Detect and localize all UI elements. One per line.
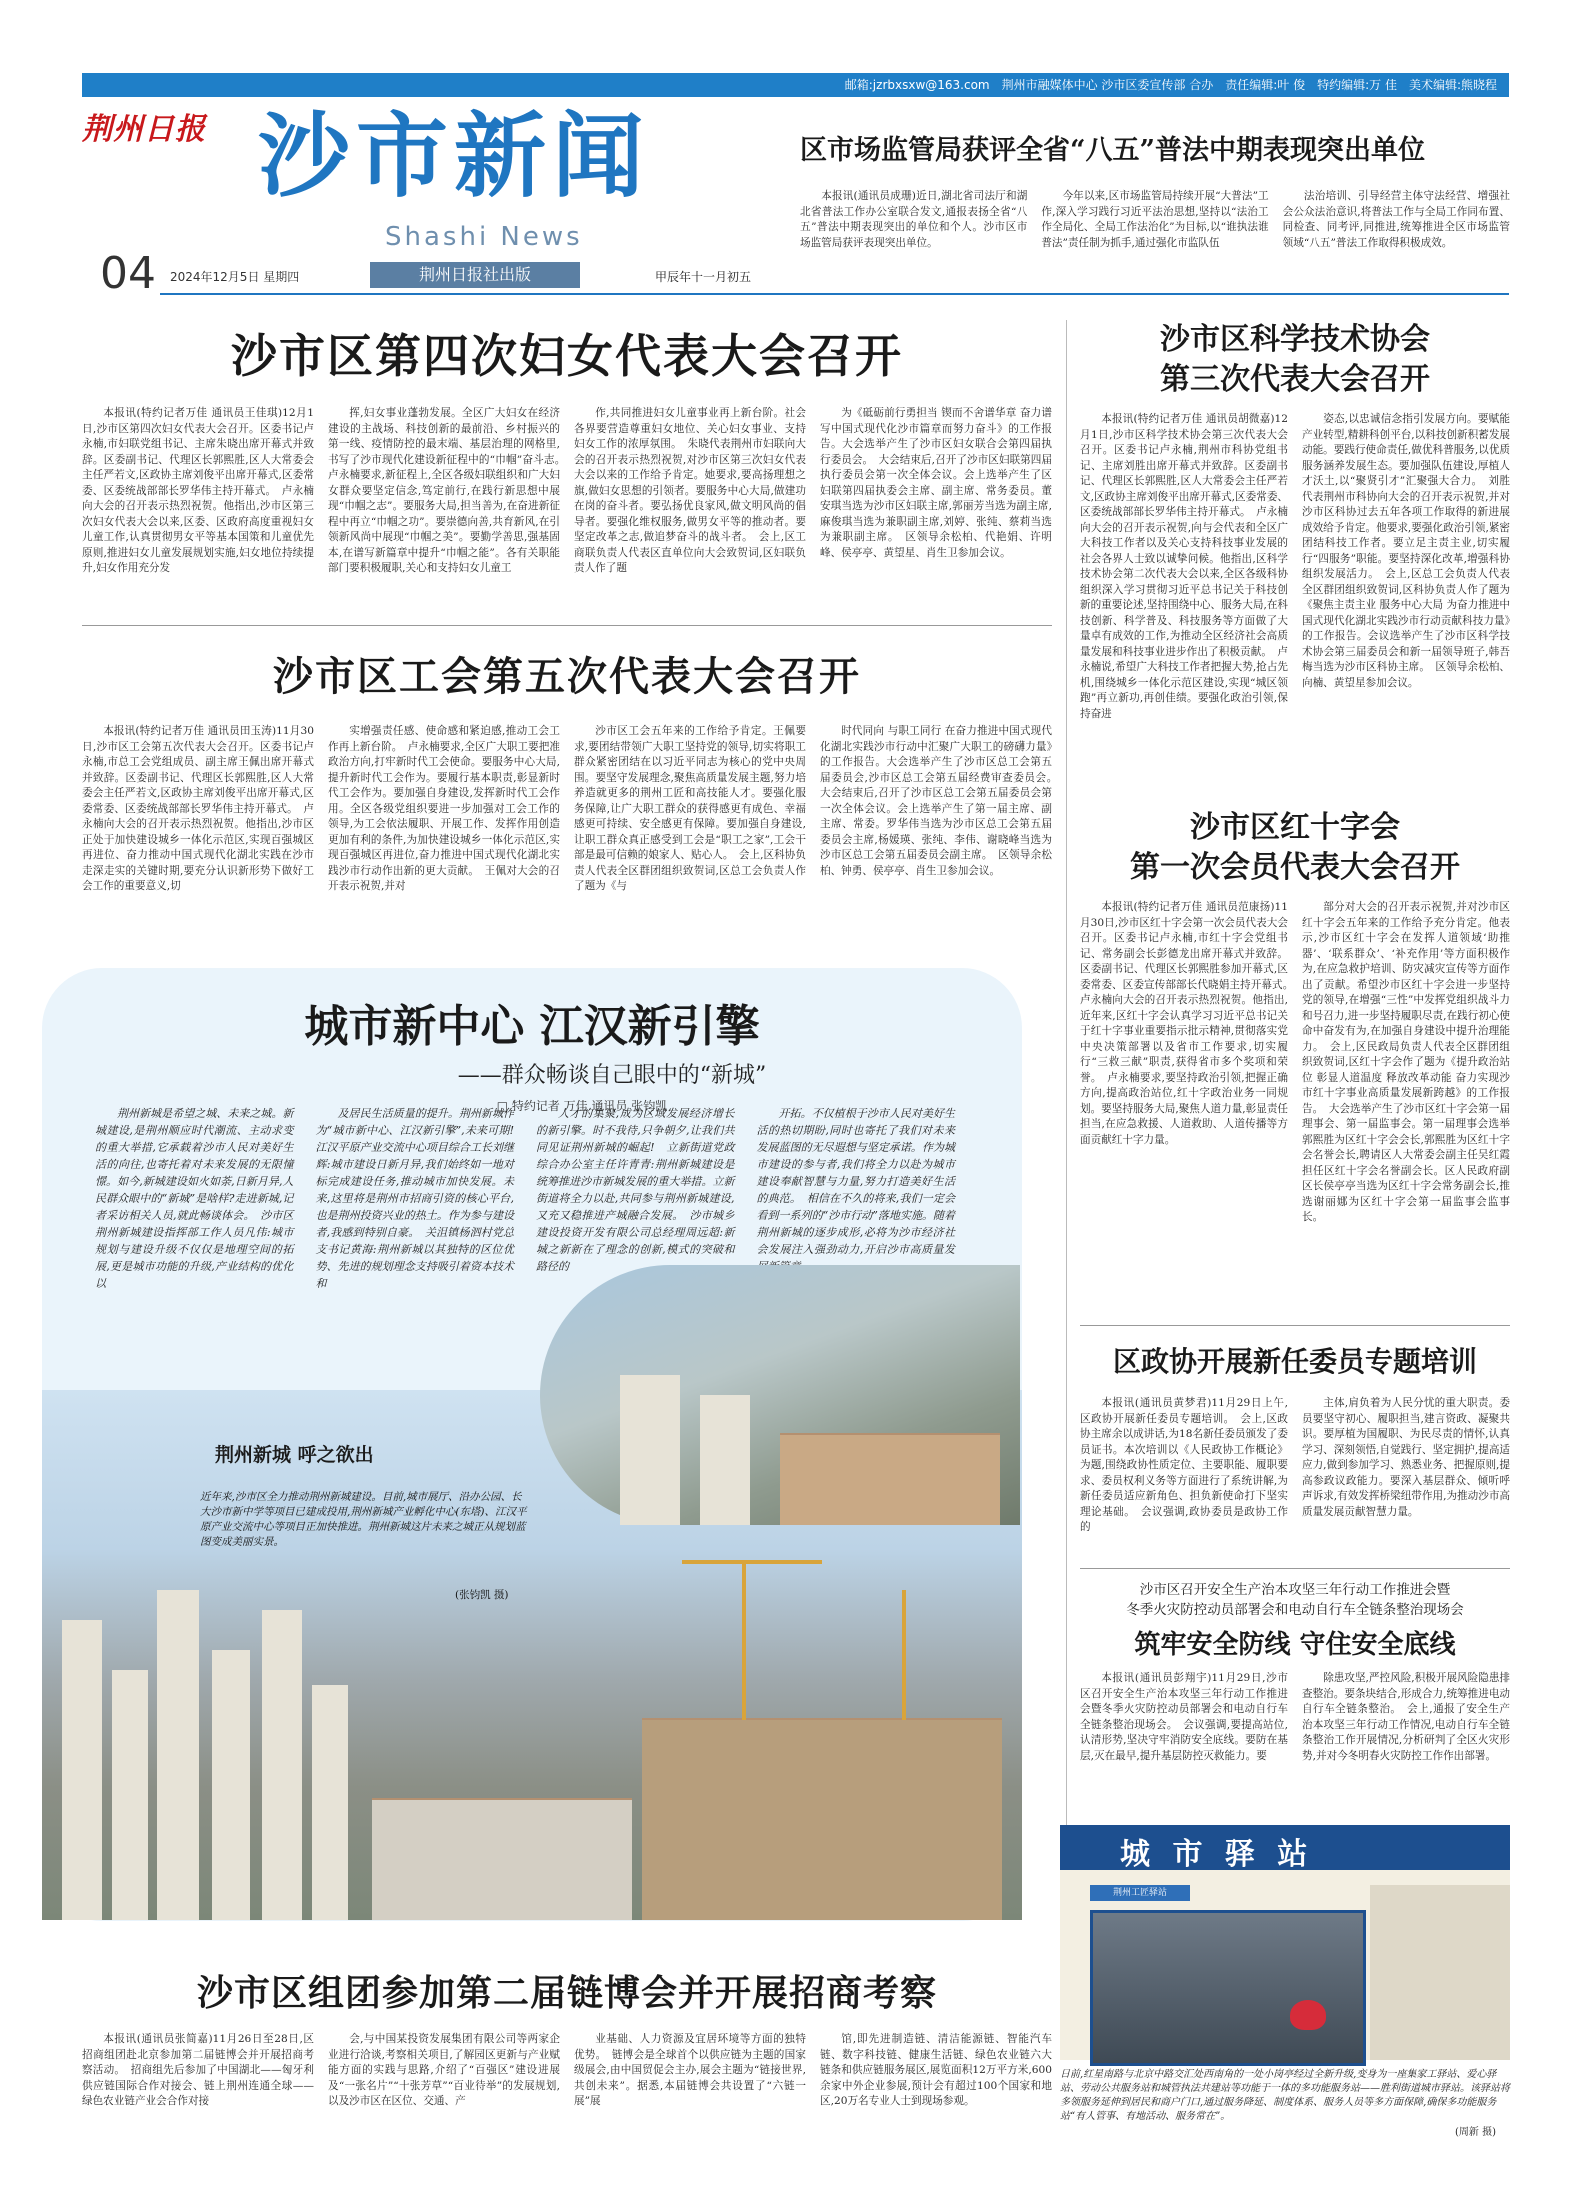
article-title-line2: 第一次会员代表大会召开	[1130, 850, 1460, 885]
divider	[82, 625, 1052, 626]
article-paragraph: 时代同向 与职工同行 在奋力推进中国式现代化湖北实践沙市行动中汇聚广大职工的磅礴力量》的工作报告。大会选举产生了沙市区总工会第五届委员会,沙市区总工会第五届经费审查委员会。 大会结束后,召开了沙市区总工会第五届委员会第一次全体会议。会上选举产生了第一届主席、副主席、常委。罗华伟当选为沙市区总工会第五届委员会主席,杨媛瑛、张纯、李伟、谢晓峰当选为沙市区总工会第五届委员会副主席。 区领导余松柏、钟勇、侯亭亭、肖生卫参加会议。	[820, 725, 1063, 877]
photo-construction	[642, 1718, 1002, 1920]
page-number: 04	[100, 248, 156, 299]
heart-decoration-icon	[1290, 2000, 1326, 2030]
article-paragraph: 作,共同推进妇女儿童事业再上新台阶。社会各界要营造尊重妇女地位、关心妇女事业、支持妇女工作的浓厚氛围。 朱晓代表荆州市妇联向大会的召开表示热烈祝贺,对沙市区第三次妇女代表大会以来的工作给予肯定。她要求,要高扬理想之旗,做妇女思想的引领者。要服务中心大局,做建功在岗的奋斗者。要弘扬优良家风,做文明风尚的倡导者。要强化维权服务,做男女平等的推动者。要坚定改革之志,做追梦奋斗的战斗者。 会上,区工商联负责人代表区直单位向大会致贺词,区妇联负责人作了题	[574, 407, 806, 574]
article-paragraph: 今年以来,区市场监管局持续开展“大普法”工作,深入学习践行习近平法治思想,坚持以“法治工作全局化、全局工作法治化”为目标,以“谁执法谁普法”责任制为抓手,通过强化市监队伍	[1041, 190, 1269, 249]
article-women	[82, 320, 1052, 661]
feature-paragraph: 及居民生活质量的提升。荆州新城作为“城市新中心、江汉新引擎”,未来可期! 江汉平原产业交流中心项目综合工长刘继辉:城市建设日新月异,我们始终如一地对标完成建设任务,推动城市加快发展。未来,这里将是荆州市招商引资的核心平台,也是荆州投资兴业的热土。作为参与建设者,我感到特别自豪。 关沮镇杨泗村党总支书记黄海:荆州新城以其独特的区位优势、先进的规划理念支持吸引着资本技术和	[315, 1107, 525, 1290]
article-body	[82, 2032, 1052, 2172]
feature-paragraph: 开拓。不仅植根于沙市人民对美好生活的热切期盼,同时也寄托了我们对未来发展蓝图的无尽遐想与坚定承诺。作为城市建设的参与者,我们将全力以赴为城市建设奉献智慧与力量,努力打造美好生活的典范。 相信在不久的将来,我们一定会看到一系列的“沙市行动”落地实施。随着荆州新城的逐步成形,必将为沙市经济社会发展注入强劲动力,开启沙市高质量发	[756, 1107, 955, 1256]
article-paragraph: 本报讯(通讯员黄梦君)11月29日上午,区政协开展新任委员专题培训。 会上,区政协主席余以成讲话,为18名新任委员颁发了委员证书。本次培训以《人民政协工作概论》为题,围绕政协性质定位、主要职能、履职要求、委员权利义务等方面进行了系统讲解,为新任委员适应新角色、担负新使命打下坚实理论基础。 会议强调,政协委员是政协工作的	[1080, 1397, 1288, 1533]
article-paragraph: 本报讯(通讯员彭翔宇)11月29日,沙市区召开安全生产治本攻坚三年行动工作推进会暨冬季火灾防控动员部署会和电动自行车全链条整治现场会。 会议强调,要提高站位,认清形势,坚决守牢消防安全底线。要防在基层,灭在最早,提升基层防控灭救能力。要	[1080, 1672, 1288, 1762]
city-inset-photo	[540, 1265, 1020, 1525]
article-title: 沙市区工会第五次代表大会召开	[273, 653, 861, 700]
issue-date: 2024年12月5日 星期四	[170, 270, 300, 284]
article-union	[82, 645, 1063, 974]
photo-crane-arm	[682, 1560, 822, 1564]
photo-caption: 近年来,沙市区全力推动荆州新城建设。目前,城市展厅、沿办公园、长大沙市新中学等项目已建成投用,荆州新城产业孵化中心(东塔)、江汉平原产业交流中心等项目正加快推进。荆州新城这片未来之城正从规划蓝图变成美丽实景。	[200, 1491, 527, 1548]
feature-subtitle: ——群众畅谈自己眼中的“新城”	[457, 1063, 767, 1088]
article-paragraph: 姿态,以忠诚信念指引发展方向。要赋能产业转型,精耕科创平台,以科技创新积蓄发展动能。要践行使命责任,做优科普服务,以优质服务涵养发展生态。要加强队伍建设,厚植人才沃土,以“聚贤引才”汇聚强大合力。 刘胜代表荆州市科协向大会的召开表示祝贺,并对沙市区科协过去五年各项工作取得的新进展成效给予肯定。他要求,要强化政治引领,紧密团结科技工作者。要立足主责主业,切实履行“四服务”职能。要坚持深化改革,增强科协组织发展活力。 会上,区总工会负责人代表全区群团组织致贺词,区科协负责人作了题为《聚焦主责主业 服务中心大局 为奋力推进中国式现代化湖北实践沙市行动贡献科技力量》的工作报告。会议选举产生了沙市区科学技术协会第三届委员会和新一届领导班子,韩吾梅当选为沙市区科协主席。 区领导余松柏、向楠、黄望星参加会议。	[1302, 413, 1511, 689]
article-paragraph: 本报讯(特约记者万佳 通讯员胡微嘉)12月1日,沙市区科学技术协会第三次代表大会召开。区委书记卢永楠,荆州市科协党组书记、主席刘胜出席开幕式并致辞。区委副书记、代理区长郭熙胜,区人大常委会主任严若文,区政协主席刘俊平出席开幕式,区委常委、区委统战部部长罗华伟主持开幕式。 卢永楠向大会的召开表示祝贺,向与会代表和全区广大科技工作者以及关心支持科技事业发展的社会各界人士致以诚挚问候。他指出,区科学技术协会第二次代表大会以来,全区各级科协组织深入学习贯彻习近平总书记关于科技创新的重要论述,坚持围绕中心、服务大局,在科技创新、科学普及、科技服务等方面做了大量卓有成效的工作,为推动全区经济社会高质量发展和科技事业进步作出了积极贡献。 卢永楠说,希望广大科技工作者把握大势,抢占先机,围绕城乡一体化示范区建设,实现“城区领跑”再立新功,再创佳绩。要强化政治引领,保持奋进	[1080, 413, 1289, 720]
station-window	[1090, 1910, 1366, 2066]
article-paragraph: 挥,妇女事业蓬勃发展。全区广大妇女在经济建设的主战场、科技创新的最前沿、乡村振兴的第一线、疫情防控的最末端、基层治理的网格里,书写了沙市现代化建设新征程中的“巾帼”奋斗志。 卢永楠要求,新征程上,全区各级妇联组织和广大妇女群众要坚定信念,笃定前行,在践行新思想中展现“巾帼之志”。要服务大局,担当善为,在奋进新征程中再立“巾帼之功”。要崇德向善,共育新风,在引领新风尚中展现“巾帼之美”。要勤学善思,强基固本,在谱写新篇章中提升“巾帼之能”。各有关职能部门要积极履职,关心和支持妇女儿童工	[328, 407, 571, 574]
photo-crane	[902, 1590, 906, 1720]
photo-building	[372, 1798, 632, 1920]
article-pretitle: 沙市区召开安全生产治本攻坚三年行动工作推进会暨	[1139, 1582, 1451, 1598]
article-title: 沙市区科学技术协会	[1160, 322, 1430, 357]
article-expo	[82, 1965, 1052, 2172]
article-title: 沙市区组团参加第二届链博会并开展招商考察	[196, 1972, 937, 2014]
photo-construction	[780, 1433, 1000, 1525]
photo-building	[157, 1590, 199, 1920]
article-paragraph: 本报讯(通讯员成珊)近日,湖北省司法厅和湖北省普法工作办公室联合发文,通报表扬全省“八五”普法中期表现突出的单位和个人。沙市区市场监管局获评表现突出单位。	[800, 190, 1028, 249]
masthead-topbar: 邮箱:jzrbxsxw@163.com 荆州市融媒体中心 沙市区委宣传部 合办 责任编辑:叶 俊 特约编辑:万 佳 美术编辑:熊晓程	[82, 73, 1509, 97]
article-paragraph: 馆,即先进制造链、清洁能源链、智能汽车链、数字科技链、健康生活链、绿色农业链六大链条和供应链服务展区,展览面积12万平方米,600余家中外企业参展,预计会有超过100个国家和地区,20万名专业人士到现场参观。	[820, 2033, 1052, 2107]
feature-title: 城市新中心 江汉新引擎	[304, 1001, 760, 1052]
photo-building	[112, 1670, 148, 1920]
article-body	[82, 724, 1063, 974]
article-body	[1080, 412, 1510, 842]
publisher-badge: 荆州日报社出版	[370, 262, 580, 288]
masthead-rule	[160, 293, 1509, 295]
article-title: 区政协开展新任委员专题培训	[1112, 1345, 1477, 1378]
section-title: 沙市新闻	[258, 102, 651, 210]
lunar-date: 甲辰年十一月初五	[655, 270, 752, 284]
photo-building	[212, 1650, 250, 1920]
article-paragraph: 本报讯(通讯员张简嘉)11月26日至28日,区招商组团赴北京参加第二届链博会并开展招商考察活动。 招商组先后参加了中国湖北——匈牙利供应链国际合作对接会、链上荆州连通全球——绿色农业链产业会合作对接	[82, 2033, 314, 2107]
feature-header	[42, 990, 1022, 1114]
article-paragraph: 部分对大会的召开表示祝贺,并对沙市区红十字会五年来的工作给予充分肯定。他表示,沙市区红十字会在发挥人道领域‘助推器’、‘联系群众’、‘补充作用’等方面积极作为,在应急救护培训、防灾减灾宣传等方面作出了贡献。希望沙市区红十字会进一步坚持党的领导,在增强“三性”中发挥党组织战斗力和号召力,进一步坚持履职尽责,在践行初心使命中奋发有为,在加强自身建设中提升治理能力。 会上,区民政局负责人代表全区群团组织致贺词,区红十字会作了题为《提升政治站位 彰显人道温度 释放改革动能 奋力实现沙市红十字事业高质量发展新跨越》的工作报告。 大会选举产生了沙市区红十字会第一届理事会、第一届监事会。第一届理事会选举郭熙胜为区红十字会会长,郭熙胜为区红十字会名誉会长,聘请区人大常委会副主任吴红霞担任区红十字会名誉副会长。区人民政府副区长侯亭亭当选为区红十字会常务副会长,推选谢丽娜为区红十字会第一届监事会监事长。	[1302, 901, 1511, 1223]
article-paragraph: 除患攻坚,严控风险,积极开展风险隐患排查整治。要条块结合,形成合力,统筹推进电动自行车全链条整治。 会上,通报了安全生产治本攻坚三年行动工作情况,电动自行车全链条整治工作开展情况,分析研判了全区火灾形势,并对今冬明春火灾防控工作作出部署。	[1302, 1672, 1511, 1762]
article-paragraph: 主体,肩负着为人民分忧的重大职责。委员要坚守初心、履职担当,建言资政、凝聚共识。要厚植为国履职、为民尽责的情怀,认真学习、深刻领悟,自觉践行、坚定拥护,提高适应力,做到参加学习、熟悉业务、把握原则,提高参政议政能力。要深入基层群众、倾听呼声诉求,有效发挥桥梁纽带作用,为推动沙市高质量发展贡献智慧力量。	[1302, 1397, 1511, 1518]
feature-byline: □ 特约记者 万佳 通讯员 张钧凯	[496, 1099, 668, 1113]
article-paragraph: 实增强责任感、使命感和紧迫感,推动工会工作再上新台阶。 卢永楠要求,全区广大职工要把准政治方向,打牢新时代工会使命。要服务中心大局,提升新时代工会作为。要履行基本职责,彰显新时代工会作为。要加强自身建设,发挥新时代工会作用。全区各级党组织要进一步加强对工会工作的领导,为工会依法履职、开展工作、发挥作用创造更加有利的条件,为加快建设城乡一体化示范区,实现百强城区再进位,奋力推进中国式现代化湖北实践沙市行动作出新的更大贡献。 王佩对大会的召开表示祝贺,并对	[328, 725, 560, 892]
article-paragraph: 会,与中国某投资发展集团有限公司等两家企业进行洽谈,考察相关项目,了解园区更新与产业赋能方面的实践与思路,介绍了“百强区”建设进展及“一张名片”“十张芳草”“百业待举”的发展规划,以及沙市区在区位、交通、产	[328, 2033, 560, 2107]
station-credit: (周新 摄)	[1455, 2127, 1496, 2138]
newspaper-logo: 荆州日报	[82, 112, 206, 147]
article-paragraph: 本报讯(特约记者万佳 通讯员王佳琪)12月1日,沙市区第四次妇女代表大会召开。区委书记卢永楠,市妇联党组书记、主席朱晓出席开幕式并致辞。区委副书记、代理区长郭熙胜,区人大常委会主任严若文,区政协主席刘俊平出席开幕式,区委常委、区委统战部部长罗华伟主持开幕式。 卢永楠向大会的召开表示热烈祝贺。他指出,沙市区第三次妇女代表大会以来,区委、区政府高度重视妇女儿童工作,认真贯彻男女平等基本国策和儿童优先原则,推进妇女儿童发展规划实施,妇女地位持续提升,妇女作用充分发	[82, 407, 314, 574]
station-wall	[1370, 1885, 1510, 2060]
column-divider	[1066, 320, 1067, 1870]
article-pretitle-2: 冬季火灾防控动员部署会和电动自行车全链条整治现场会	[1126, 1602, 1464, 1618]
article-science	[1080, 320, 1510, 842]
article-body	[1080, 1671, 1510, 1791]
divider	[1080, 1325, 1510, 1326]
article-body	[1080, 1396, 1510, 1576]
article-title: 筑牢安全防线 守住安全底线	[1134, 1630, 1456, 1660]
article-market	[800, 128, 1510, 267]
article-paragraph: 本报讯(特约记者万佳 通讯员范康扬)11月30日,沙市区红十字会第一次会员代表大会召开。区委书记卢永楠,市红十字会党组书记、常务副会长彭德龙出席开幕式并致辞。区委副书记、代理区长郭熙胜参加开幕式,区委常委、区委宣传部部长代晓娟主持开幕式。 卢永楠向大会的召开表示热烈祝贺。他指出,近年来,区红十字会认真学习习近平总书记关于红十字事业重要指示批示精神,贯彻落实党中央决策部署以及省市工作要求,切实履行“三救三献”职责,获得省市多个奖项和荣誉。 卢永楠要求,要坚持政治引领,把握正确方向,提高政治站位,红十字政治业务一同规划。要坚持服务大局,聚焦人道力量,彰显责任担当,在应急救援、人道救助、人道传播等方面贡献红十字力量。	[1080, 901, 1299, 1146]
article-title: 沙市区红十字会	[1190, 810, 1400, 845]
photo-building	[262, 1610, 302, 1920]
station-caption: 日前,红星南路与北京中路交汇处西南角的一处小岗亭经过全新升级,变身为一座集家工驿站、爱心驿站、劳动公共服务站和城管执法共建站等功能于一体的多功能服务站——胜利街道城市驿站。该驿站将多领服务延伸到居民和商户门口,通过服务降延、制度体系、服务人员等多方面保障,确保多功能服务站“有人管事、有地活动、服务常在”。	[1060, 2069, 1510, 2122]
article-body	[1080, 900, 1510, 1318]
article-paragraph: 业基础、人力资源及宜居环境等方面的独特优势。 链博会是全球首个以供应链为主题的国家级展会,由中国贸促会主办,展会主题为“链接世界,共创未来”。据悉,本届链博会共设置了“六链一展”展	[574, 2033, 806, 2107]
article-title-line2: 第三次代表大会召开	[1160, 362, 1430, 397]
feature-paragraph: 荆州新城是希望之城、未来之城。新城建设,是荆州顺应时代潮流、主动求变的重大举措,它承载着沙市人民对美好生活的向往,也寄托着对未来发展的无限憧憬。如今,新城建设如火如荼,日新月异,人民群众眼中的“新城”是啥样?走进新城,记者采访相关人员,就此畅谈体会。 沙市区荆州新城建设指挥部工作人员凡伟:城市规划与建设升级不仅仅是地理空间的拓展,更是城市功能的升级,产业结构的优化以	[95, 1107, 294, 1290]
photo-building	[620, 1375, 680, 1525]
photo-crane	[742, 1560, 746, 1720]
station-sign: 城 市 驿 站	[1120, 1837, 1314, 1872]
station-subsign: 荆州工匠驿站	[1090, 1885, 1190, 1901]
article-paragraph: 本报讯(特约记者万佳 通讯员田玉涛)11月30日,沙市区工会第五次代表大会召开。区委书记卢永楠,市总工会党组成员、副主席王佩出席开幕式并致辞。区委副书记、代理区长郭熙胜,区人大常委会主任严若文,区政协主席刘俊平出席开幕式,区委常委、区委统战部部长罗华伟主持开幕式。 卢永楠向大会的召开表示热烈祝贺。他指出,沙市区正处于加快建设城乡一体化示范区,实现百强城区再进位、奋力推动中国式现代化湖北实践在沙市走深走实的关键时期,要充分认识新形势下做好工会工作的重要意义,切	[82, 725, 314, 892]
article-paragraph: 为《砥砺前行勇担当 锲而不舍谱华章 奋力谱写中国式现代化沙市篇章而努力奋斗》的工作报告。大会选举产生了沙市区妇女联合会第四届执行委员会。 大会结束后,召开了沙市区妇联第四届执行委员会第一次全体会议。会上选举产生了区妇联第四届执委会主席、副主席、常务委员。董安琪当选为沙市区妇联主席,郭丽芳当选为副主席,麻俊琪当选为兼职副主席,刘婷、张纯、蔡莉当选为兼职副主席。 区领导余松柏、代艳娟、许明峰、侯亭亭、黄望星、肖生卫参加会议。	[820, 407, 1052, 559]
article-redcross	[1080, 808, 1510, 1318]
photo-building	[700, 1395, 750, 1525]
photo-title: 荆州新城 呼之欲出	[215, 1444, 374, 1466]
photo-building	[62, 1620, 102, 1920]
photo-building	[312, 1685, 348, 1920]
photo-credit: (张钧凯 摄)	[455, 1589, 509, 1601]
feature-paragraph: 人才的集聚,成为区域发展经济增长的新引擎。时不我待,只争朝夕,让我们共同见证荆州新城的崛起! 立新街道党政综合办公室主任许青青:荆州新城建设是统筹推进沙市新城发展的重大举措。立新街道将全力以赴,共同参与荆州新城建设,又充又稳推进产城融合发展。 沙市城乡建设投资开发有限公司总经理周远超:新城之新新在了理念的创新,模式的突破和路径的	[536, 1107, 735, 1273]
station-photo	[1060, 1825, 1510, 2060]
article-paragraph: 法治培训、引导经营主体守法经营、增强社会公众法治意识,将普法工作与全局工作同布置、同检查、同考评,同推进,统筹推进全区市场监管领域“八五”普法工作取得积极成效。	[1282, 190, 1510, 249]
section-title-en: Shashi News	[385, 222, 583, 252]
article-body	[800, 189, 1510, 267]
article-cppcc	[1080, 1340, 1510, 1576]
article-title: 沙市区第四次妇女代表大会召开	[231, 329, 903, 383]
divider	[1080, 1568, 1510, 1569]
article-body	[82, 406, 1052, 661]
article-safety	[1080, 1580, 1510, 1791]
article-paragraph: 沙市区工会五年来的工作给予肯定。王佩要求,要团结带领广大职工坚持党的领导,切实将职工群众紧密团结在以习近平同志为核心的党中央周围。要坚守发展理念,聚焦高质量发展主题,努力培养造就更多的荆州工匠和高技能人才。要强化服务保障,让广大职工群众的获得感更有成色、幸福感更可持续、安全感更有保障。要加强自身建设,让职工群众真正感受到工会是“职工之家”,工会干部是最可信赖的娘家人、贴心人。 会上,区科协负责人代表全区群团组织致贺词,区总工会负责人作了题为《与	[574, 725, 806, 892]
article-title: 区市场监管局获评全省“八五”普法中期表现突出单位	[800, 135, 1426, 166]
